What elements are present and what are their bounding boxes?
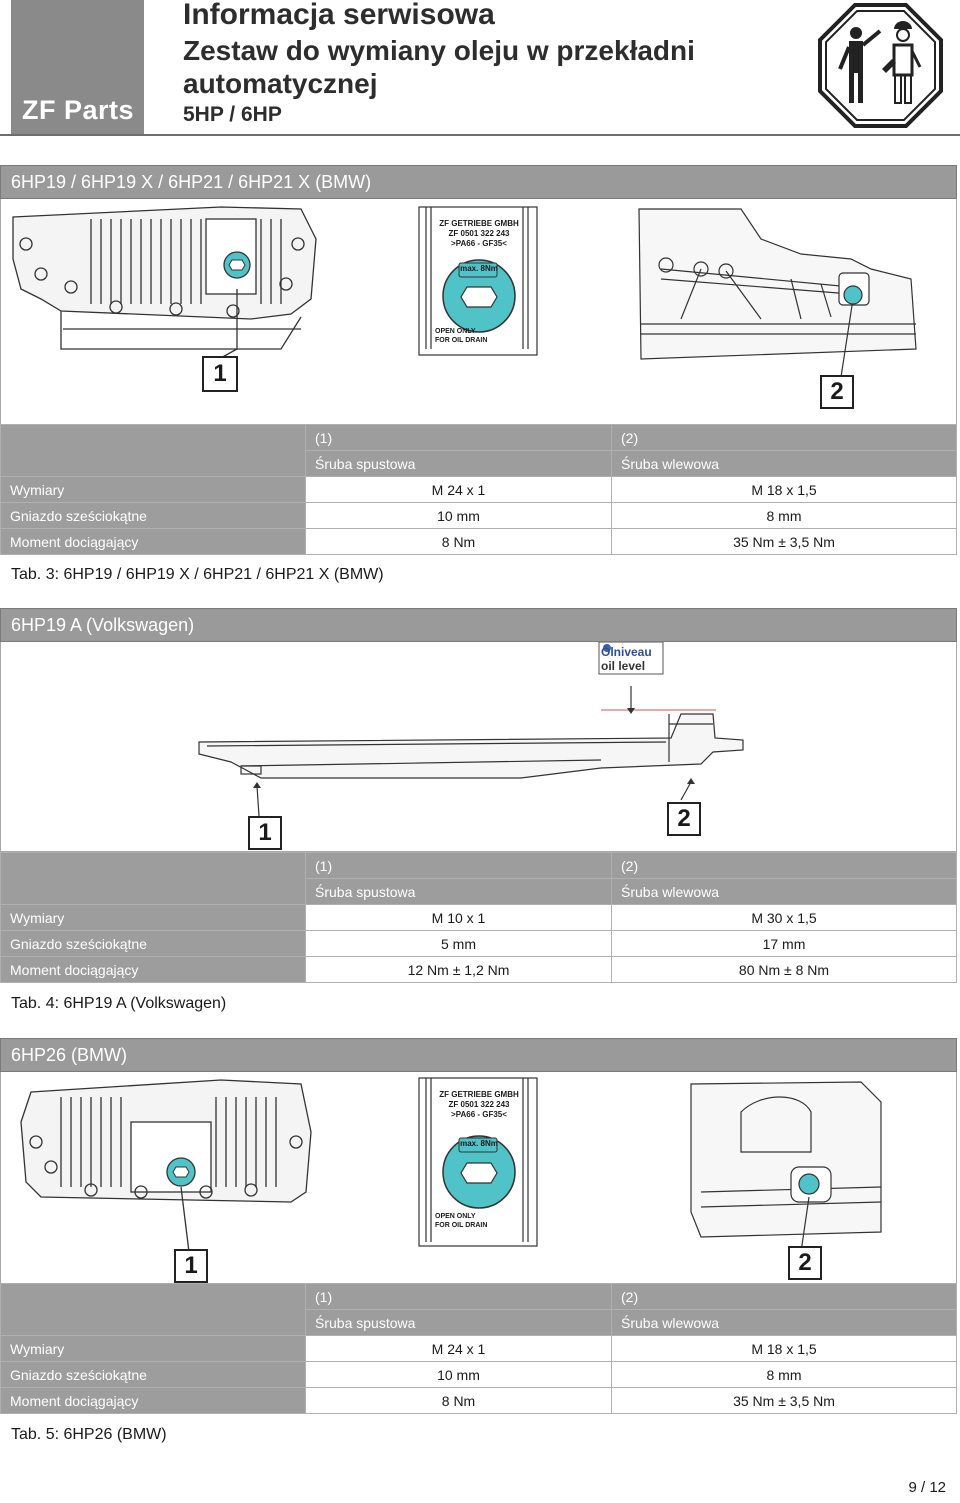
plate-line-3: >PA66 - GF35< xyxy=(451,1110,507,1119)
plate-max-torque: max. 8Nm xyxy=(460,1139,498,1148)
plate-drain: DRAIN xyxy=(465,337,488,344)
col-fill-name: Śruba wlewowa xyxy=(612,879,957,905)
table-row: Moment dociągający 12 Nm ± 1,2 Nm 80 Nm ± 8 Nm xyxy=(1,957,957,983)
spec-table-bmw-6hp26 xyxy=(0,1283,957,1414)
plate-line-1: ZF GETRIEBE GMBH xyxy=(439,1090,519,1099)
col-drain-name: Śruba spustowa xyxy=(306,1310,612,1336)
oil-level-en: oil level xyxy=(601,659,646,673)
table-row: Moment dociągający 8 Nm 35 Nm ± 3,5 Nm xyxy=(1,529,957,555)
table-caption: Tab. 3: 6HP19 / 6HP19 X / 6HP21 / 6HP21 X (BMW) xyxy=(11,566,384,583)
col-fill-name: Śruba wlewowa xyxy=(612,1310,957,1336)
col-fill-num: (2) xyxy=(612,1284,957,1310)
callout-1: 1 xyxy=(174,1249,208,1283)
plate-open-label xyxy=(435,327,525,345)
plate-open: OPEN xyxy=(435,1213,455,1220)
figure-6hp19-bmw xyxy=(0,199,957,425)
col-drain-num: (1) xyxy=(306,425,612,451)
col-drain-num: (1) xyxy=(306,1284,612,1310)
table-row: Gniazdo sześciokątne 10 mm 8 mm xyxy=(1,1362,957,1388)
plate-drain: DRAIN xyxy=(465,1222,488,1229)
plate-line-3: >PA66 - GF35< xyxy=(451,239,507,248)
table-row: Wymiary M 24 x 1 M 18 x 1,5 xyxy=(1,477,957,503)
plate-open: OPEN xyxy=(435,328,455,335)
table-row: Wymiary M 24 x 1 M 18 x 1,5 xyxy=(1,1336,957,1362)
figure-6hp19a-vw xyxy=(0,642,957,852)
table-caption: Tab. 5: 6HP26 (BMW) xyxy=(11,1426,167,1443)
table-row: Moment dociągający 8 Nm 35 Nm ± 3,5 Nm xyxy=(1,1388,957,1414)
plate-for-oil: FOR OIL xyxy=(435,1222,464,1229)
figure-6hp26-bmw xyxy=(0,1072,957,1284)
plate-max-torque: max. 8Nm xyxy=(460,264,498,273)
section-title-vw-6hp19a: 6HP19 A (Volkswagen) xyxy=(0,608,957,642)
col-fill-name: Śruba wlewowa xyxy=(612,451,957,477)
oil-level-label xyxy=(601,645,652,673)
table-row: Gniazdo sześciokątne 10 mm 8 mm xyxy=(1,503,957,529)
plate-line-2: ZF 0501 322 243 xyxy=(448,229,510,238)
plate-only: ONLY xyxy=(456,328,476,335)
page-title: Informacja serwisowa xyxy=(183,0,495,31)
col-fill-num: (2) xyxy=(612,425,957,451)
callout-2: 2 xyxy=(820,375,854,409)
section-title-bmw-6hp19-21: 6HP19 / 6HP19 X / 6HP21 / 6HP21 X (BMW) xyxy=(0,165,957,199)
header-divider xyxy=(0,134,960,136)
plate-line-1: ZF GETRIEBE GMBH xyxy=(439,219,519,228)
plate-open-label xyxy=(435,1212,525,1230)
model-line: 5HP / 6HP xyxy=(183,103,282,126)
col-drain-name: Śruba spustowa xyxy=(306,879,612,905)
plate-only: ONLY xyxy=(456,1213,476,1220)
table-caption: Tab. 4: 6HP19 A (Volkswagen) xyxy=(11,995,227,1012)
callout-1: 1 xyxy=(248,816,282,850)
oil-level-de: Ölniveau xyxy=(601,645,652,659)
spec-table-bmw-6hp19-21 xyxy=(0,424,957,555)
callout-1: 1 xyxy=(202,356,238,392)
plate-line-2: ZF 0501 322 243 xyxy=(448,1100,510,1109)
col-fill-num: (2) xyxy=(612,853,957,879)
mechanic-pictogram-icon xyxy=(818,3,943,128)
plate-text xyxy=(429,1090,529,1120)
oil-pan-side-drawing xyxy=(1,642,957,852)
spec-table-vw-6hp19a xyxy=(0,852,957,983)
logo-text: ZF Parts xyxy=(22,95,135,125)
callout-2: 2 xyxy=(788,1246,822,1280)
page-number: 9 / 12 xyxy=(908,1479,946,1496)
plate-for-oil: FOR OIL xyxy=(435,337,464,344)
section-title-bmw-6hp26: 6HP26 (BMW) xyxy=(0,1038,957,1072)
zf-parts-logo xyxy=(11,0,144,134)
table-row: Gniazdo sześciokątne 5 mm 17 mm xyxy=(1,931,957,957)
col-drain-name: Śruba spustowa xyxy=(306,451,612,477)
plate-text xyxy=(429,219,529,249)
page-subtitle: Zestaw do wymiany oleju w przekładni automatycznej xyxy=(183,35,695,99)
table-row: Wymiary M 10 x 1 M 30 x 1,5 xyxy=(1,905,957,931)
callout-2: 2 xyxy=(667,802,701,836)
col-drain-num: (1) xyxy=(306,853,612,879)
